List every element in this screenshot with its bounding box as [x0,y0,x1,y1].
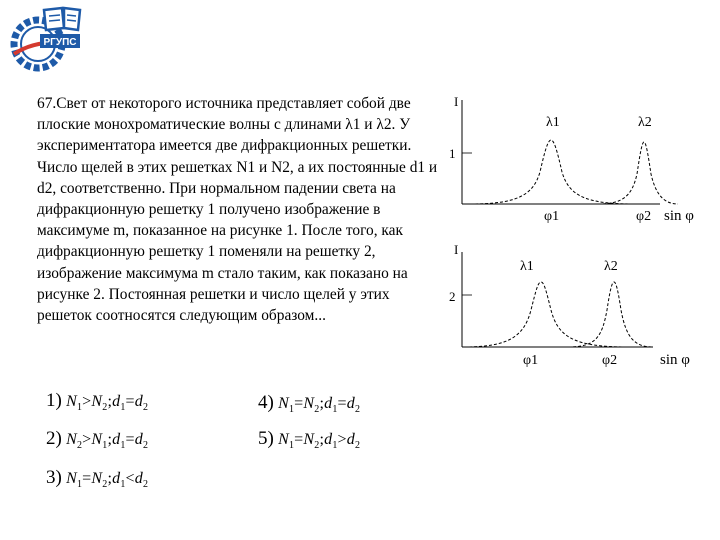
plot2-peak1 [464,282,628,347]
answer-formula: $N_2>N_1;d_1=d_2$ [66,431,149,452]
logo-text: РГУПС [43,37,77,48]
plot1-peak1 [470,140,634,204]
plot2-y-label: I [454,242,459,257]
answer-number: 1) [46,390,62,411]
answer-option-5[interactable] [258,428,360,451]
plot2-index: 2 [449,289,456,304]
answer-option-1[interactable] [46,390,148,413]
plot2-peak2 [568,282,653,347]
plot2-phi1: φ1 [523,353,539,368]
plot1-lambda2: λ2 [638,115,652,130]
answer-formula: $N_1=N_2;d_1=d_2$ [278,395,361,416]
plot1-phi2: φ2 [636,209,652,224]
answer-number: 3) [46,467,62,488]
plot2-lambda2: λ2 [604,259,618,274]
university-logo [4,4,84,76]
question-block [37,93,442,326]
answer-formula: $N_1=N_2;d_1<d_2$ [66,470,149,491]
answer-option-2[interactable] [46,428,148,451]
question-text: 67.Свет от некоторого источника представляет собой две плоские монохроматические волны с длинами λ1 и λ2. У экспериментатора имеется две дифракционных решетки. Число щелей в этих решетках N1 и N2, а их постоянные d1 и d2, соответственно. При нормальном падении света на дифракционную решетку 1 получено изображение в максимуме m, показанное на рисунке 1. После того, как дифракционную решетку 1 поменяли на решетку 2, изображение максимума m стало таким, как показано на рисунке 2. Постоянная решетки и число щелей у этих решеток соотносятся следующим образом... [37,95,438,325]
answer-number: 4) [258,392,274,413]
plot2-lambda1: λ1 [520,259,534,274]
answer-option-4[interactable] [258,392,360,415]
plot1-phi1: φ1 [544,209,560,224]
plot2-x-label: sin φ [660,352,690,368]
answer-option-3[interactable] [46,467,148,490]
answer-number: 2) [46,428,62,449]
answer-formula: $N_1=N_2;d_1>d_2$ [278,431,361,452]
plot1-index: 1 [449,146,456,161]
plot2-phi2: φ2 [602,353,618,368]
answer-formula: $N_1>N_2;d_1=d_2$ [66,393,149,414]
plot1-lambda1: λ1 [546,115,560,130]
plot1-x-label: sin φ [664,208,694,224]
answer-number: 5) [258,428,274,449]
diffraction-figure [448,92,720,382]
plot1-y-label: I [454,94,459,109]
plot1-peak2 [598,142,678,204]
